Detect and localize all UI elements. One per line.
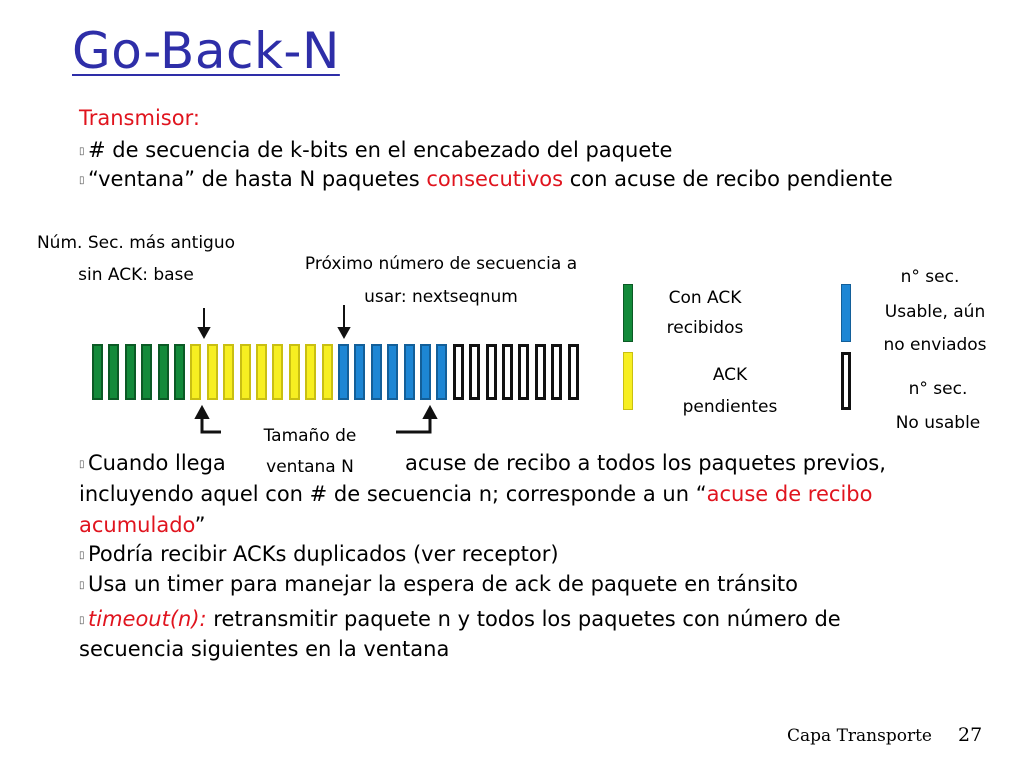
bullet-1-text: # de secuencia de k-bits en el encabezado del paquete — [88, 138, 673, 162]
legend-pending-line-1: ACK — [712, 365, 748, 385]
window-left-arrow-head — [196, 407, 208, 418]
packet-acked — [92, 344, 103, 400]
footer-section: Capa Transporte — [787, 726, 932, 746]
base-label-line-1: Núm. Sec. más antiguo — [36, 233, 236, 253]
packet-unusable — [453, 344, 464, 400]
legend-usable-line-2: Usable, aún — [884, 302, 986, 322]
timeout-line-2: secuencia siguientes en la ventana — [79, 637, 450, 661]
legend-usable-line-1: n° sec. — [900, 267, 960, 287]
legend-pending-line-2: pendientes — [682, 397, 778, 417]
packet-unusable — [518, 344, 529, 400]
nextseqnum-arrow-head — [339, 328, 349, 337]
window-size-label-line-2: ventana N — [240, 452, 380, 482]
packet-unusable — [469, 344, 480, 400]
legend-usable-line-3: no enviados — [883, 335, 987, 355]
legend-unusable-line-1: n° sec. — [908, 379, 968, 399]
legend-unusable-swatch — [841, 352, 851, 410]
bullet-icon: ▯ — [79, 458, 85, 470]
packet-usable — [338, 344, 349, 400]
window-right-arrow-head — [424, 407, 436, 418]
bullet-icon: ▯ — [79, 614, 85, 626]
packet-usable — [420, 344, 431, 400]
ack-line-1-visible: Cuando llega — [88, 451, 226, 475]
ack-line-2 — [79, 480, 872, 509]
base-label-line-2: sin ACK: base — [78, 265, 194, 285]
ack-line-3-post: ” — [194, 513, 206, 537]
legend-acked-line-2: recibidos — [666, 318, 744, 338]
packet-acked — [108, 344, 119, 400]
packet-unusable — [502, 344, 513, 400]
packet-pending — [256, 344, 267, 400]
packet-unusable — [486, 344, 497, 400]
ack-line-2-text: incluyendo aquel con # de secuencia n; corresponde a un “ — [79, 482, 707, 506]
packet-usable — [404, 344, 415, 400]
page-number: 27 — [958, 724, 983, 746]
slide-title: Go-Back-N — [72, 22, 340, 80]
ack-line-2-red: acuse de recibo — [706, 482, 873, 506]
packet-unusable — [535, 344, 546, 400]
bullet-2-pre: “ventana” de hasta N paquetes — [88, 167, 427, 191]
bullet-icon: ▯ — [79, 579, 85, 591]
packet-acked — [125, 344, 136, 400]
packet-pending — [272, 344, 283, 400]
packet-unusable — [551, 344, 562, 400]
ack-line-3-red: acumulado — [79, 513, 195, 537]
packet-pending — [207, 344, 218, 400]
nextseqnum-label-line-1: Próximo número de secuencia a — [304, 254, 578, 274]
bullet-icon: ▯ — [79, 145, 85, 157]
packet-pending — [289, 344, 300, 400]
packet-usable — [436, 344, 447, 400]
timeout-bullet — [79, 605, 841, 635]
bullet-2-post: con acuse de recibo pendiente — [563, 167, 893, 191]
timeout-keyword: timeout(n): — [88, 607, 207, 631]
bullet-icon: ▯ — [79, 174, 85, 186]
ack-bullet-line-1 — [79, 449, 226, 479]
packet-pending — [240, 344, 251, 400]
ack-line-1-tail: acuse de recibo a todos los paquetes previos, — [405, 451, 886, 475]
nextseqnum-label-line-2: usar: nextseqnum — [364, 287, 518, 307]
packet-pending — [190, 344, 201, 400]
packet-usable — [387, 344, 398, 400]
packet-acked — [174, 344, 185, 400]
timer-bullet — [79, 570, 798, 600]
legend-acked-swatch — [623, 284, 633, 342]
duplicate-ack-text: Podría recibir ACKs duplicados (ver receptor) — [88, 542, 559, 566]
packet-acked — [141, 344, 152, 400]
bullet-icon: ▯ — [79, 549, 85, 561]
timeout-text: retransmitir paquete n y todos los paquetes con número de — [206, 607, 841, 631]
packet-usable — [371, 344, 382, 400]
timer-text: Usa un timer para manejar la espera de ack de paquete en tránsito — [88, 572, 799, 596]
legend-unusable-line-2: No usable — [895, 413, 981, 433]
legend-acked-line-1: Con ACK — [668, 288, 742, 308]
packet-pending — [223, 344, 234, 400]
legend-pending-swatch — [623, 352, 633, 410]
base-arrow-head — [199, 328, 209, 337]
packet-unusable — [568, 344, 579, 400]
packet-acked — [158, 344, 169, 400]
transmitter-heading: Transmisor: — [79, 106, 200, 130]
packet-pending — [305, 344, 316, 400]
packet-pending — [322, 344, 333, 400]
bullet-2-red: consecutivos — [426, 167, 564, 191]
duplicate-ack-bullet — [79, 540, 559, 570]
legend-usable-swatch — [841, 284, 851, 342]
packet-usable — [354, 344, 365, 400]
window-size-label-line-1: Tamaño de — [263, 426, 357, 446]
ack-line-3 — [79, 511, 206, 540]
